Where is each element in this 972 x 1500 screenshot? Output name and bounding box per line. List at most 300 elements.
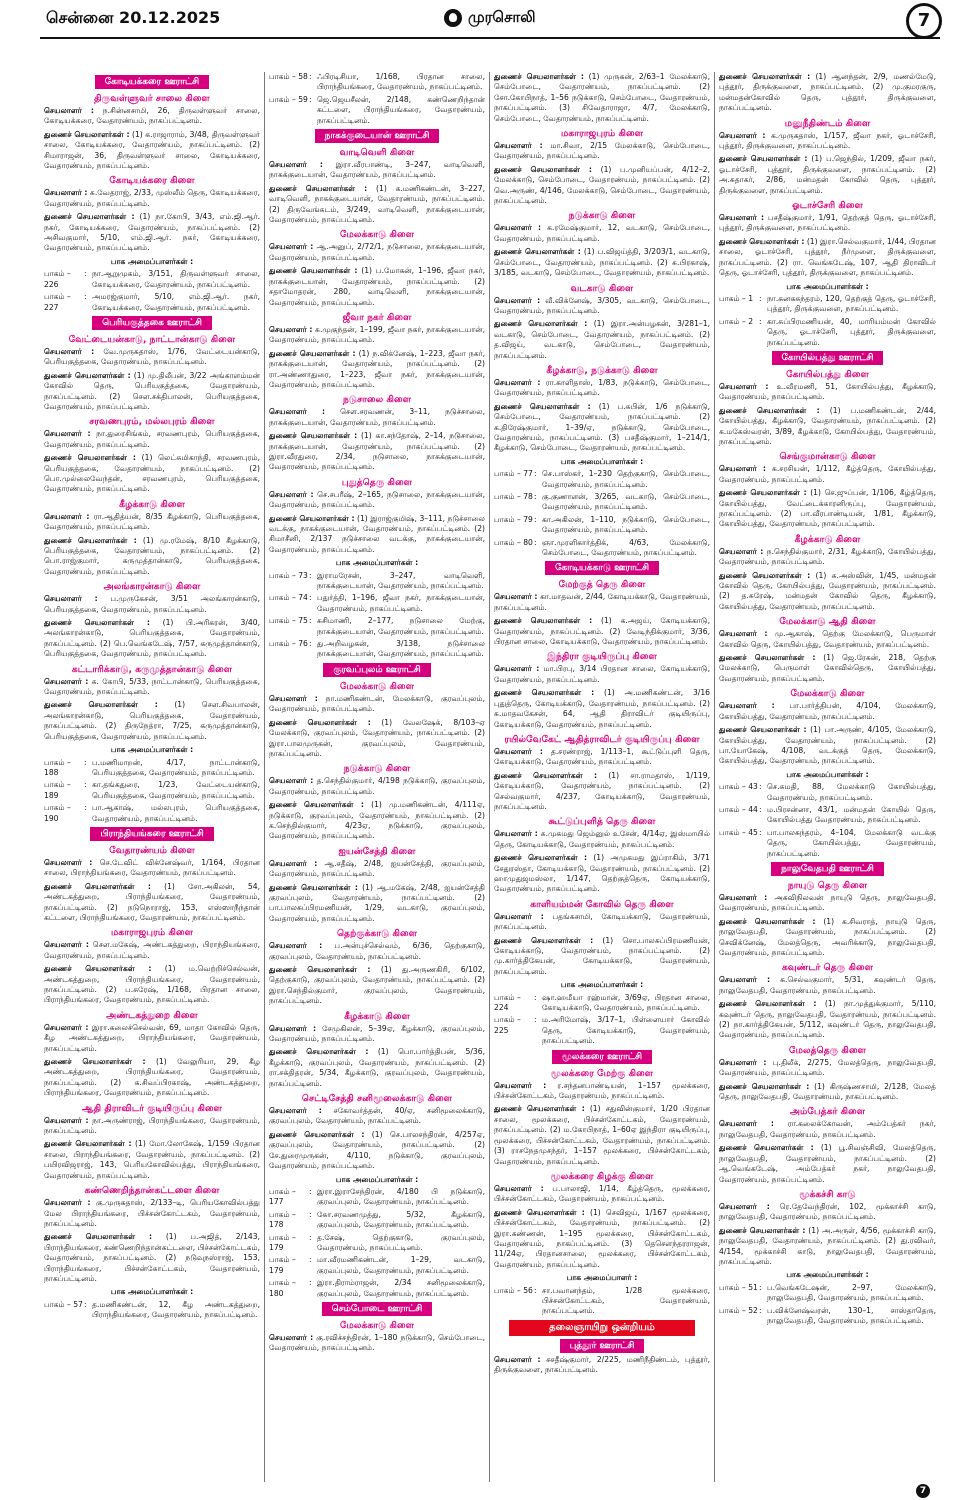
colon-separator: : <box>309 593 312 603</box>
member-details: ரா.கலைக்கோவன், அம்பேத்கர் நகர், நாலுவேதபதி, வேதாரண்யம், நாகப்பட்டினம். <box>719 1119 936 1139</box>
member-details: (1) வேலுரியா, 29, கீழ அண்டகத்துறை, பிராந்தியங்கரை, வேதாரண்யம், நாகப்பட்டினம். (2) க.சிவப்பிரகாஷ், அண்டகத்துறை, பிராந்தியங்கரை, வேதாரண்யம், நாகப்பட்டினம். <box>44 1057 260 1098</box>
member-details: (1) செ.பாலசந்திரன், 4/257ஏ, குரவப்புலம், வேதாரண்யம், நாகப்பட்டினம். (2) சே.துரைமுருகன், 4/110, நடுக்காடு, குரவப்புலம், வேதாரண்யம், நாகப்பட்டினம். <box>269 1129 485 1171</box>
role-label: துணைச் செயலாளர்கள் : <box>44 1232 153 1242</box>
role-label: துணைச் செயலாளர்கள் : <box>44 618 150 628</box>
deputy-secretaries-entry <box>494 1208 710 1270</box>
role-label: செயலாளர் : <box>494 141 543 151</box>
member-details: ர.சந்தனபாண்டியன், 1–157 மூலக்கரை, பிச்சன்கோட்டகம், வேதாரண்யம், நாகப்பட்டினம். <box>494 1080 710 1101</box>
colon-separator: : <box>759 1282 762 1292</box>
group-organiser-row <box>44 803 260 824</box>
member-details: (1) இராஜ்குமிஷ், 3–111, நடுச்சாலை வடக்கு, நாகக்குடையான், வேதாரண்யம், நாகப்பட்டினம். (2) சிமாசீனி, 2/137 நடுச்சாலை வடக்கு, நாகக்குடையான், வேதாரண்யம், நாகப்பட்டினம். <box>269 513 485 554</box>
group-number: பாகம் – 45 <box>719 827 758 837</box>
heading-text: புத்தூர் ஊராட்சி <box>560 1339 645 1353</box>
member-details: (1) கிருஷ்ணசாமி, 2/128, மேலத் தெரு, நாலுவேதபதி, வேதாரண்யம், நாகப்பட்டினம். <box>719 1081 936 1102</box>
panchayat-heading <box>44 316 260 330</box>
member-details: (1) நா.முத்துக்குமார், 5/110, கவுண்டர் தெரு, நாலுவேதபதி, வேதாரண்யம், நாகப்பட்டினம். (2) நா.கார்த்திகேயன், 5/112, கவுண்டர் தெரு, நாலுவேதபதி, வேதாரண்யம், நாகப்பட்டினம். <box>719 999 937 1040</box>
role-label: துணைச் செயலாளர்கள் : <box>269 266 358 276</box>
secretary-entry <box>494 829 710 850</box>
secretary-entry <box>44 677 260 698</box>
member-details: (1) மோ.லோகேஷ், 1/159 பிரதான சாலை, பிராந்தியங்கரை, வேதாரண்யம், நாகப்பட்டினம். (2) பயிரவிஜராஜ், 143, பெரியகோவில்பத்து, பிராந்தியங்கரை, வேதாரண்யம், நாகப்பட்டினம். <box>44 1139 260 1180</box>
group-organisers-heading: பாக அமைப்பாளர்கள் : <box>560 980 644 990</box>
role-label: செயலாளர் : <box>494 223 542 233</box>
member-details: (1) அ.மணிகண்டன், 3/16 புதுத்தெரு, கோடியக்காடு, வேதாரண்யம், நாகப்பட்டினம். (2) சு.மாதவகேசன், 64, ஆதி திராவிடர் குடியிருப்பு, கோடியக்காடு, வேதாரண்யம், நாகப்பட்டினம். <box>494 688 710 729</box>
header-divider <box>40 37 940 39</box>
group-organiser-row <box>719 1306 936 1327</box>
secretary-entry <box>494 1355 710 1376</box>
role-label: செயலாளர் : <box>494 664 540 674</box>
member-details: (1) நா.கோபி, 3/43, எம்.ஜி.ஆர். நகர், கோடியக்கரை, வேதாரண்யம், நாகப்பட்டினம். (2) அசிவகுமார், 5/10, எம்.ஜி.ஆர். நகர், கோடியக்கரை, வேதாரண்யம், நாகப்பட்டினம். <box>44 212 261 253</box>
member-details: சு. கோபி, 5/33, நாட்டான்காடு, பெரியகுத்தகை, வேதாரண்யம், நாகப்பட்டினம். <box>44 676 260 697</box>
role-label: செயலாளர் : <box>719 1119 774 1129</box>
heading-text: நாலுவேதபதி ஊராட்சி <box>771 862 884 876</box>
deputy-secretaries-entry <box>269 266 485 308</box>
group-number: பாகம் – 188 <box>44 757 71 777</box>
branch-heading: கோடியக்கரை கிளை <box>109 175 195 187</box>
member-details: (1) சோ.அகிலன், 54, அண்டகத்துறை, பிராந்தியங்கரை, வேதாரண்யம், நாகப்பட்டினம். (2) நடுநொராஜ், 153, எஸ்ஸாநீந்தான் கட்டளை, பிராந்தியங்கரை, வேதாரண்யம், நாகப்பட்டினம். <box>44 881 261 922</box>
deputy-secretaries-entry <box>719 653 936 684</box>
deputy-secretaries-entry <box>719 488 936 530</box>
member-details: சௌ.மகேஷ், அண்டகத்துறை, பிராந்தியங்கரை, வேதாரண்யம், நாகப்பட்டினம். <box>44 940 260 960</box>
member-details: த.சரண்ராஜ், 1/113–1, கூட்டுப்புளி தெரு, கோடியக்காடு, வேதாரண்யம், நாகப்பட்டினம். <box>494 746 710 767</box>
group-number: பாகம் – 190 <box>44 803 71 823</box>
branch-heading: ஐயன்சேத்தி கிளை <box>338 845 416 857</box>
group-number: பாகம் – 227 <box>44 292 71 312</box>
panchayat-heading <box>269 1302 485 1316</box>
deputy-secretaries-entry <box>44 964 260 1006</box>
member-details: (1) க.ராஜாராம், 3/48, திருவள்ளுவர் சாலை, கோடியக்கரை, வேதாரண்யம், நாகப்பட்டினம். (2) சிமாராஜன், 36, திருவள்ளுவர் சாலை, கோடியக்கரை, வேதாரண்யம், நாகப்பட்டினம். <box>44 129 260 171</box>
role-label: செயலாளர் : <box>719 975 771 985</box>
role-label: செயலாளர் : <box>719 1057 767 1067</box>
secretary-entry <box>269 859 485 880</box>
member-details: த.செந்தில்குமார், 4/198 நடுக்காடு, குரவப்புலம், வேதாரண்யம், நாகப்பட்டினம். <box>269 776 485 796</box>
deputy-secretaries-entry <box>494 688 710 730</box>
panchayat-heading <box>44 827 260 841</box>
member-details: இரா.கலைச்செல்வன், 69, மாதா கோவில் தெரு, கீழ அண்டகத்துறை, பிராந்தியங்கரை, வேதாரண்யம், நாகப்பட்டினம். <box>44 1022 260 1053</box>
group-number: பாகம் – 179 <box>269 1232 296 1252</box>
branch-heading: அம்பேத்கர் கிளை <box>789 1106 866 1118</box>
secretary-entry <box>494 592 710 613</box>
role-label: துணைச் செயலாளர்கள் : <box>269 800 364 810</box>
group-organiser-row <box>719 782 936 803</box>
role-label: துணைச் செயலாளர்கள் : <box>719 1081 810 1091</box>
member-details: (1) ஆ.மகேஷ், 2/48, ஐயன்சேத்தி குரவப்புலம், வேதாரண்யம், நாகப்பட்டினம். (2) பா.பாலசுப்பிரமணியன், 1/29, வடகாடு, குரவப்புலம், வேதாரண்யம், நாகப்பட்டினம். <box>269 882 485 923</box>
member-details: அமரஜ்குமார், 5/10, எம்.ஜி.ஆர். நகர், கோடியக்கரை, வேதாரண்யம், நாகப்பட்டினம். <box>92 292 260 312</box>
deputy-secretaries-entry <box>269 883 485 925</box>
member-details: சுசிமாணி, 2–177, நடுசாலை மேற்கு, நாகக்குடையான், வேதாரண்யம், நாகப்பட்டினம். <box>317 616 485 636</box>
role-label: செயலாளர் : <box>44 188 88 198</box>
deputy-secretaries-entry <box>719 1226 936 1268</box>
role-label: செயலாளர் : <box>269 489 314 499</box>
member-details: (1) ப.சுபின், 1/6 நடுக்காடு, செம்போடை, வேதாரண்யம், நாகப்பட்டினம். (2) க.திரேஷ்குமார், 1–39/ஏ, நடுக்காடு, செம்போடை, வேதாரண்யம், நாகப்பட்டினம். (3) பசதீஷ்குமார், 1–214/1, கீழக்காடு, செம்போடை, வேதாரண்யம், நாகப்பட்டினம். <box>494 401 711 453</box>
secretary-entry <box>719 1058 936 1079</box>
group-organiser-row <box>269 616 485 637</box>
secretary-entry <box>494 1184 710 1205</box>
member-details: பா.பாலசுந்தரம், 4–104, மேலக்காடு வடக்கு தெரு, கோயில்பத்து, வேதாரண்யம், நாகப்பட்டினம். <box>767 827 936 858</box>
role-label: செயலாளர் : <box>494 377 541 387</box>
member-details: (1) அ.அருள், 4/56, மூக்காச்சி காடு, நாலுவேதபதி, வேதாரண்யம், நாகப்பட்டினம். (2) து.ரவிவர், 4/154, மூக்காச்சி காடு, நாலுவேதபதி, வேதாரண்யம், நாகப்பட்டினம். <box>719 1225 936 1266</box>
deputy-secretaries-entry <box>269 1130 485 1172</box>
member-details: (1) சு.அஸ்வின், 1/45, மன்மதன் கோவில் தெரு, கோயில்பத்து, வேதாரண்யம், நாகப்பட்டினம். (2) த.சுரேஷ், மன்மதன் கோவில் தெரு, கீழக்காடு, கோயில்பத்து, வேதாரண்யம், நாகப்பட்டினம். <box>719 570 936 611</box>
member-details: த.சேஷ், தெற்குகாடு, குரவப்புலம், வேதாரண்யம், நாகப்பட்டினம். <box>317 1232 485 1252</box>
branch-heading: நடுக்காடு கிளை <box>568 210 636 222</box>
member-details: (1) சா.ராமதாஸ், 1/119, கோடியக்காடு, வேதாரண்யம், நாகப்பட்டினம். (2) செல்வகுமார், 4/237, கோடியக்காடு, வேதாரண்யம், நாகப்பட்டினம். <box>494 770 710 811</box>
branch-heading: மனுநீதிண்டம் கிளை <box>784 117 871 129</box>
deputy-secretaries-entry <box>269 431 485 473</box>
member-details: மு.ஆகாஷ், தெற்கு மேலக்காடு, பெருமாள் கோவில் தெரு, கோயில்பத்து, வேதாரண்யம், நாகப்பட்டினம். <box>719 629 936 649</box>
group-number: பாகம் – 56 <box>494 1285 533 1295</box>
branch-heading: மேலக்காடு ஆதி கிளை <box>779 616 876 628</box>
member-details: (1) பொ.பார்த்திபன், 5/36, கீழக்காடு, குரவப்புலம், வேதாரண்யம், நாகப்பட்டினம். (2) ரா.சக்திதரன், 5/34, கீழக்காடு, குரவப்புலம், வேதாரண்யம், நாகப்பட்டினம். <box>269 1047 485 1088</box>
role-label: துணைச் செயலாளர்கள் : <box>494 770 598 780</box>
member-details: சகோவர்த்தன், 40/ஏ, சனிமூலைக்காடு, குரவப்புலம், வேதாரண்யம், நாகப்பட்டினம். <box>269 1106 485 1126</box>
role-label: செயலாளர் : <box>494 1080 547 1090</box>
branch-heading: கீழக்காடு கிளை <box>794 533 861 545</box>
heading-text: பெரியகுத்தகை ஊராட்சி <box>92 316 212 330</box>
deputy-secretaries-entry <box>719 1143 936 1185</box>
branch-heading: மகாராஜபுரம் கிளை <box>111 927 193 939</box>
member-details: (1) இரா.அன்பழகன், 3/281–1, வடகாடு, செம்போடை, வேதாரண்யம், நாகப்பட்டினம். (2) த.விஜய், வடகாடு, செம்போடை, வேதாரண்யம், நாகப்பட்டினம். <box>494 319 711 360</box>
member-details: ந.சின்னசாமி, 26, திருவள்ளுவர் சாலை, கோடியக்கரை, வேதாரண்யம், நாகப்பட்டினம். <box>44 106 260 126</box>
secretary-entry <box>719 629 936 650</box>
colon-separator: : <box>534 514 537 524</box>
role-label: துணைச் செயலாளர்கள் : <box>269 183 368 193</box>
member-details: ஆ.அனுப், 2/72/1, நடுசாலை, நாகக்குடையான், வேதாரண்யம், நாகப்பட்டினம். <box>269 242 486 262</box>
group-organiser-row <box>44 269 260 290</box>
member-details: (1) து.அருணகிரி, 6/102, தெற்குகாடு, குரவப்புலம், வேதாரண்யம், நாகப்பட்டினம். (2) இரா.செந்தில்குமார், குரவப்புலம், வேதாரண்யம், நாகப்பட்டினம். <box>269 965 486 1006</box>
role-label: துணைச் செயலாளர்கள் : <box>494 688 595 698</box>
deputy-secretaries-entry <box>719 571 936 613</box>
role-label: செயலாளர் : <box>719 629 768 639</box>
branch-heading: காளியம்மன் கோவில் தெரு கிளை <box>530 898 674 910</box>
role-label: செயலாளர் : <box>494 1183 544 1193</box>
branch-heading: மேலக்காடு கிளை <box>339 680 414 692</box>
branch-heading: கீழக்காடு கிளை <box>119 498 185 510</box>
secretary-entry <box>269 490 485 511</box>
member-details: பா.ஆகாஷ், மல்லபுரம், பெரியகுத்தகை, வேதாரண்யம், நாகப்பட்டினம். <box>92 803 260 823</box>
member-details: து.அறிவழகன், 3/138, நடுச்சாலை நாகக்குடையான், வேதாரண்யம், நாகப்பட்டினம். <box>317 639 485 659</box>
deputy-secretaries-entry <box>44 130 260 172</box>
deputy-secretaries-entry <box>494 936 710 978</box>
colon-separator: : <box>759 827 762 837</box>
branch-heading: மூலக்கரை மேற்கு கிளை <box>550 1067 654 1079</box>
deputy-secretaries-entry <box>44 371 260 413</box>
role-label: செயலாளர் : <box>719 381 769 391</box>
member-details: (1) சதுவின்குமார், 1/20 பிரதான சாலை, மூலக்கரை, பிச்சன்கோட்டகம், வேதாரண்யம், நாகப்பட்டினம். (2) ம.கோபிநாத், 1–60ஏ இந்திரா குடியிருப்பு, மூலக்கரை, பிச்சன்கோட்டகம், வேதாரண்யம், நாகப்பட்டினம். (3) ராசநேதமுசந்தர், 1–157 மூலக்கரை, பிச்சன்கோட்டகம், வேதாரண்யம், நாகப்பட்டினம். <box>494 1104 711 1166</box>
member-details: நா.கனகசுந்தரம், 120, தெற்குத் தெரு, ஓடாச்சேரி, புத்தூர், திருக்குவளை, நாகப்பட்டினம். <box>767 293 936 314</box>
heading-text: கோடியக்காடு ஊராட்சி <box>545 561 659 575</box>
group-organisers-heading: பாக அமைப்பாளர்கள் : <box>786 769 869 779</box>
secretary-entry <box>269 1333 485 1354</box>
branch-heading: திருவள்ளுவர் சாலை கிளை <box>94 93 210 104</box>
group-organisers-heading: பாக அமைப்பாளர்கள் : <box>110 1287 194 1297</box>
branch-heading: புதுத்தெரு கிளை <box>341 476 413 488</box>
role-label: துணைச் செயலாளர்கள் : <box>719 72 811 81</box>
heading-text: கோடியக்கரை ஊராட்சி <box>95 75 209 89</box>
member-details: ப.விக்னேஷ்வரன், 130–1, சாஸ்தாதெரு, நாலுவேதபதி, வேதாரண்யம், நாகப்பட்டினம். <box>767 1305 936 1325</box>
colon-separator: : <box>309 1232 312 1242</box>
role-label: துணைச் செயலாளர்கள் : <box>44 535 137 545</box>
member-details: (1) ப.மோகன், 1–196, ஜீவா நகர், நாகக்குடையான், வேதாரண்யம், நாகப்பட்டினம். (2) சதாமோதரன், 280, வாடிவெளி, நாகக்குடையான், வேதாரண்யம், நாகப்பட்டினம். <box>269 266 486 307</box>
role-label: செயலாளர் : <box>494 746 543 756</box>
secretary-entry <box>494 664 710 685</box>
role-label: செயலாளர் : <box>719 213 764 223</box>
deputy-secretaries-entry <box>269 718 485 760</box>
role-label: செயலாளர் : <box>44 1022 89 1032</box>
colon-separator: : <box>534 537 537 547</box>
member-details: கா.அகிலன், 1–110, நடுக்காடு, செம்போடை, வேதாரண்யம், நாகப்பட்டினம். <box>542 514 710 535</box>
secretary-entry <box>269 1024 485 1045</box>
column-2 <box>265 72 490 1482</box>
role-label: துணைச் செயலாளர்கள் : <box>44 129 130 139</box>
branch-heading: மேலக்காடு கிளை <box>339 229 414 241</box>
member-details: (1) ந.விக்னேஷ், 1–223, ஜீவா நகர், நாகக்குடையான், வேதாரண்யம், நாகப்பட்டினம். (2) ரா.அண்ணாதுரை, 1–223, ஜீவா நகர், நாகக்குடையான், வேதாரண்யம், நாகப்பட்டினம். <box>269 348 485 389</box>
group-number: பாகம் – 77 <box>494 469 533 479</box>
colon-separator: : <box>759 1305 762 1315</box>
colon-separator: : <box>309 616 312 626</box>
group-number: பாகம் – 44 <box>719 804 758 814</box>
member-details: ம.பிரசன்னா, 43/1, மன்மதன் கோயில் தெரு, கோயில்பத்து வேதாரண்யம், நாகப்பட்டினம். <box>767 804 936 825</box>
deputy-secretaries-entry <box>44 1057 260 1099</box>
secretary-entry <box>719 464 936 485</box>
role-label: செயலாளர் : <box>44 429 91 439</box>
role-label: செயலாளர் : <box>494 829 538 839</box>
member-details: ஷா.ஹமீயா ரஹ்மான், 3/69ஏ, பிரதான சாலை, கோடியக்காடு, வேதாரண்யம், நாகப்பட்டினம். <box>542 992 710 1013</box>
branch-heading: கீழக்காடு, நடுக்காடு கிளை <box>546 364 658 376</box>
member-details: (1) பூ.சிவஞ்சிவி, மேலத்தெரு, நாலுவேதபதி, வேதாரண்யம், நாகப்பட்டினம். (2) ஆ.வெங்கடேஷ், அம்பேத்கர் நகர், நாலுவேதபதி, வேதாரண்யம், நாகப்பட்டினம். <box>719 1143 937 1184</box>
branch-heading: சரவணபுரம், மல்லபுரம் கிளை <box>89 416 215 428</box>
member-details: க.செல்வகுமார், 5/31, கவுண்டர் தெரு, நாலுவேதபதி, வேதாரண்யம், நாகப்பட்டினம். <box>719 975 936 995</box>
member-details: க.ரமேஷ்குமார், 12, வடகாடு, செம்போடை, வேதாரண்யம், நாகப்பட்டினம். <box>494 223 710 243</box>
colon-separator: : <box>84 757 87 767</box>
group-organiser-row <box>494 515 710 536</box>
role-label: துணைச் செயலாளர்கள் : <box>494 319 588 329</box>
deputy-secretaries-entry <box>269 184 485 226</box>
page-number: 7 <box>906 3 942 39</box>
newspaper-title: முரசொலி <box>468 8 536 26</box>
deputy-secretaries-entry <box>44 1139 260 1181</box>
member-details: நா.மணிகண்டன், மேலக்காடு, குரவப்புலம், வேதாரண்யம், நாகப்பட்டினம். <box>269 693 485 714</box>
secretary-entry <box>719 1202 936 1223</box>
member-details: கா.சுப்பிரமணியன், 40, மாரியம்மன் கோவில் தெரு, ஓடாச்சேரி, புத்தூர், திருக்குவளை, நாகப்பட்டினம். <box>767 316 936 347</box>
role-label: செயலாளர் : <box>719 546 764 556</box>
role-label: துணைச் செயலாளர்கள் : <box>269 1047 369 1057</box>
branch-heading: ஜீவா நகர் கிளை <box>342 311 412 323</box>
member-details: இராமரேசன், 3–247, வாடிவெளி, நாகக்குடையான், வேதாரண்யம், நாகப்பட்டினம். <box>317 570 485 591</box>
member-details: கா.மாதவன், 2/44, கோடியக்காடு, வேதாரண்யம், நாகப்பட்டினம். <box>494 592 710 612</box>
deputy-secretaries-entry <box>494 72 710 124</box>
role-label: துணைச் செயலாளர்கள் : <box>494 853 588 863</box>
member-details: (1) மு.மணிகண்டன், 4/111ஏ, நடுக்காடு, குரவப்புலம், வேதாரண்யம், நாகப்பட்டினம். (2) க.செந்தில்குமார், 4/23ஏ, நடுக்காடு, குரவப்புலம், வேதாரண்யம், நாகப்பட்டினம். <box>269 800 486 841</box>
secretary-entry <box>269 776 485 797</box>
member-details: இரா.இராசேந்திரன், 4/180 பி நடுக்காடு, குரவப்புலம், வேதாரண்யம், நாகப்பட்டினம். <box>317 1186 485 1207</box>
secretary-entry <box>269 407 485 428</box>
secretary-entry <box>44 188 260 209</box>
deputy-secretaries-entry <box>269 965 485 1007</box>
member-details: பதங்கசாமி, கோடியக்காடு, வேதாரண்யம், நாகப்பட்டினம். <box>494 911 710 932</box>
branch-heading: வாடிவெளி கிளை <box>339 147 415 159</box>
group-number: பாகம் – 189 <box>44 780 71 800</box>
branch-heading: மேற்குத் தெரு கிளை <box>558 579 646 591</box>
group-number: பாகம் – 76 <box>269 639 308 649</box>
member-details: பசதீஷ்குமார், 1/91, தெற்குத் தெரு, ஓடாச்சேரி, புத்தூர், திருக்குவளை, நாகப்பட்டினம். <box>719 213 937 233</box>
role-label: துணைச் செயலாளர்கள் : <box>494 247 581 257</box>
member-details: இரா.வீரபாண்டி, 3–247, வாடிவெளி, நாகக்குடையான், வேதாரண்யம், நாகப்பட்டினம். <box>269 160 486 180</box>
role-label: செயலாளர் : <box>494 295 541 305</box>
role-label: செயலாளர் : <box>44 511 90 521</box>
role-label: செயலாளர் : <box>44 1198 91 1208</box>
group-organiser-row <box>494 1286 710 1317</box>
deputy-secretaries-entry <box>719 725 936 767</box>
group-organiser-row <box>44 292 260 313</box>
member-details: சு.வேதராஜ், 2/33, முஸ்லீம் தெரு, கோடியக்கரை, வேதாரண்யம், நாகப்பட்டினம். <box>44 188 260 208</box>
branch-heading: மூக்கச்சி காடு <box>799 1188 856 1200</box>
branch-heading: மேலக்காடு கிளை <box>339 1319 414 1331</box>
group-organiser-row <box>269 1187 485 1208</box>
colon-separator: : <box>84 269 87 279</box>
member-details: சௌ.சரவணன், 3–11, நடுச்சாலை, நாகக்குடையான், வேதாரண்யம், நாகப்பட்டினம். <box>269 407 485 427</box>
member-details: மா.வீரமணிகண்டன், 1–29, வடகாடு, குரவப்புலம், வேதாரண்யம், நாகப்பட்டினம். <box>317 1255 485 1275</box>
role-label: துணைச் செயலாளர்கள் : <box>719 236 805 246</box>
branch-heading: கோயில்பத்து கிளை <box>786 368 869 380</box>
footer-page-number: 7 <box>916 1484 930 1498</box>
group-number: பாகம் – 180 <box>269 1278 296 1298</box>
member-details: க.முருகதாஸ், 1/157, ஜீவா நகர், ஓடாச்சேரி, புத்தூர், திருக்குவளை, நாகப்பட்டினம். <box>719 130 936 151</box>
member-details: (1) ப.அஜித், 2/143, பிராந்தியங்கரை, கண்ணெறிந்தான்கட்டளை, பிச்சன்கோட்டகம், வேதாரண்யம், நாகப்பட்டினம். (2) நடுவுநஸ்ராஜ், 153, பிராந்தியங்கரை, பிச்சன்கோட்டகம், வேதாரண்யம், நாகப்பட்டினம். <box>44 1232 260 1283</box>
role-label: துணைச் செயலாளர்கள் : <box>44 964 152 974</box>
member-details: கா.தங்கதுரை, 1/23, வேட்டையன்காடு, பெரியகுத்தகை, வேதாரண்யம், நாகப்பட்டினம். <box>92 780 260 800</box>
secretary-entry <box>719 975 936 996</box>
role-label: துணைச் செயலாளர்கள் : <box>44 700 158 710</box>
member-details: ஆ.சதீஷ், 2/48, ஐயன்சேத்தி, குரவப்புலம், வேதாரண்யம், நாகப்பட்டினம். <box>269 858 485 879</box>
member-details: ப.முருகேசன், 3/51 அலங்காரன்காடு, பெரியகுத்தகை, வேதாரண்யம், நாகப்பட்டினம். <box>44 594 260 614</box>
colon-separator: : <box>84 780 87 790</box>
member-details: ம.அரிமோஷ், 3/17–1, பிள்ளையார் கோவில் தெரு, கோடியக்காடு, வேதாரண்யம், நாகப்பட்டினம். <box>542 1015 710 1046</box>
newspaper-name <box>444 8 536 28</box>
role-label: துணைச் செயலாளர்கள் : <box>269 1129 365 1139</box>
group-organiser-row <box>269 95 485 126</box>
role-label: துணைச் செயலாளர்கள் : <box>719 999 817 1009</box>
column-1 <box>40 72 265 1482</box>
group-number: பாகம் – 43 <box>719 782 758 792</box>
heading-text: கோயில்பத்து ஊராட்சி <box>772 351 884 365</box>
member-details: (1) வேலஷேக், 8/103–ஏ மேலக்காடு, குரவப்புலம், வேதாரண்யம், நாகப்பட்டினம். (2) இரா.பாலமுருகன், குரவப்புலம், வேதாரண்யம், நாகப்பட்டினம். <box>269 717 485 758</box>
branch-heading: வேதாரண்யம் கிளை <box>109 844 195 856</box>
group-organiser-row <box>269 1233 485 1254</box>
colon-separator: : <box>534 1015 537 1025</box>
member-details: (1) ம.வெற்றிச்செல்வன், அண்டகத்துறை, பிராந்தியங்கரை, வேதாரண்யம், நாகப்பட்டினம். (2) ப.சுரேஷ், 1/168, பிரதான சாலை, பிராந்தியங்கரை, வேதாரண்யம், நாகப்பட்டினம். <box>44 964 260 1005</box>
column-3 <box>490 72 715 1482</box>
colon-separator: : <box>534 492 537 501</box>
secretary-entry <box>44 594 260 615</box>
branch-heading: கட்டாரிக்காடு, கருமுத்தான்காடு கிளை <box>71 663 233 675</box>
secretary-entry <box>494 141 710 162</box>
role-label: செயலாளர் : <box>44 106 94 115</box>
role-label: செயலாளர் : <box>44 346 95 356</box>
branch-heading: ஓடாச்சேரி கிளை <box>792 200 863 212</box>
role-label: துணைச் செயலாளர்கள் : <box>494 401 591 411</box>
member-details: (1) லெட்சுமிகாந்தி, சரவணபுரம், பெரியகுத்தகை, வேதாரண்யம், நாகப்பட்டினம். (2) பொ.முல்லைவேந்தன், சரவணபுரம், பெரியகுத்தகை, வேதாரண்யம், நாகப்பட்டினம். <box>44 453 261 494</box>
heading-text: நாகக்குடையான் ஊராட்சி <box>315 129 440 143</box>
secretary-entry <box>44 347 260 368</box>
member-details: ப.மணிமாறன், 4/17, நாட்டான்காடு, பெரியகுத்தகை, வேதாரண்யம், நாகப்பட்டினம். <box>92 757 260 777</box>
group-number: பாகம் – 225 <box>494 1015 521 1035</box>
member-details: (1) ப.மணிகண்டன், 2/44, கோயில்பத்து, கீழக்காடு, வேதாரண்யம், நாகப்பட்டினம். (2) க.மகேஸ்வரன், 3/89, கீழக்காடு, கோயில்பத்து, வேதாரண்யம், நாகப்பட்டினம். <box>719 405 936 446</box>
colon-separator: : <box>84 1299 87 1309</box>
group-number: பாகம் – 52 <box>719 1305 758 1315</box>
deputy-secretaries-entry <box>719 917 936 959</box>
deputy-secretaries-entry <box>44 618 260 660</box>
member-details: சு.முகமது ஜெம்னுல் உசேன், 4/14ஏ, இஸ்மாயில் தெரு, கோடியக்காடு, வேதாரண்யம், நாகப்பட்டினம். <box>494 829 710 849</box>
member-details: ரா.காளிதாஸ், 1/83, நடுக்காடு, செம்போடை, வேதாரண்யம், நாகப்பட்டினம். <box>494 377 711 398</box>
group-organiser-row <box>269 639 485 660</box>
panchayat-heading <box>494 1050 710 1064</box>
colon-separator: : <box>309 72 312 81</box>
member-details: வீ.விக்னேஷ், 3/305, வடகாடு, செம்போடை, வேதாரண்யம், நாகப்பட்டினம். <box>494 295 711 315</box>
secretary-entry <box>719 382 936 403</box>
group-organiser-row <box>494 993 710 1014</box>
branch-heading: வடகாடு கிளை <box>570 282 634 294</box>
group-organiser-row <box>269 571 485 592</box>
panchayat-heading <box>719 351 936 365</box>
branch-heading: கூட்டுப்புளித் தெரு கிளை <box>548 816 656 828</box>
member-details: கு.குணாளன், 3/265, வடகாடு, செம்போடை, வேதாரண்யம், நாகப்பட்டினம். <box>542 492 710 512</box>
secretary-entry <box>44 429 260 450</box>
heading-text: குரவப்புலம் ஊராட்சி <box>323 663 430 677</box>
role-label: செயலாளர் : <box>269 242 314 252</box>
member-details: ரெ.தேவேந்திரன், 102, மூக்காச்சி காடு, நாலுவேதபதி, வேதாரண்யம், நாகப்பட்டினம். <box>719 1201 936 1222</box>
colon-separator: : <box>534 469 537 479</box>
colon-separator: : <box>309 1278 312 1288</box>
branch-heading: கண்ணெறிந்தான்கட்டளை கிளை <box>84 1185 220 1197</box>
rising-sun-logo-icon <box>444 9 462 27</box>
role-label: செயலாளர் : <box>269 776 314 786</box>
member-details: சேமுகிலன், 5–39ஏ, கீழக்காடு, குரவப்புலம், வேதாரண்யம், நாகப்பட்டினம். <box>269 1023 485 1044</box>
group-number: பாகம் – 75 <box>269 616 308 626</box>
branch-heading: ஆதி திராவிடர் குடியிருப்பு கிளை <box>82 1102 222 1114</box>
group-organiser-row <box>719 294 936 315</box>
member-details: கு.ரவிச்சந்திரன், 1–180 நடுக்காடு, செம்போடை, வேதாரண்யம், நாகப்பட்டினம். <box>269 1332 485 1353</box>
group-number: பாகம் – 51 <box>719 1282 758 1292</box>
branch-heading: நடுக்காடு கிளை <box>343 763 411 775</box>
secretary-entry <box>44 512 260 533</box>
member-details: சு.முகுந்தன், 1–199, ஜீவா நகர், நாகக்குடையான், வேதாரண்யம், நாகப்பட்டினம். <box>269 324 486 345</box>
group-number: பாகம் – 2 <box>719 316 754 326</box>
secretary-entry <box>269 242 485 263</box>
group-number: பாகம் – 59 <box>269 94 308 104</box>
secretary-entry <box>44 940 260 961</box>
city-date: சென்னை 20.12.2025 <box>46 8 221 27</box>
role-label: செயலாளர் : <box>269 407 326 417</box>
member-details: மா.பிரபு, 3/14 பிரதான சாலை, கோடியக்காடு, வேதாரண்யம், நாகப்பட்டினம். <box>494 664 710 684</box>
group-organiser-row <box>494 492 710 513</box>
member-details: அகவிநிலவன் நாயுடு தெரு, நாலுவேதபதி, வேதாரண்யம், நாகப்பட்டினம். <box>719 892 936 913</box>
group-organisers-heading: பாக அமைப்பாளர்கள் : <box>786 281 869 291</box>
role-label: துணைச் செயலாளர்கள் : <box>719 653 816 663</box>
secretary-entry <box>719 131 936 152</box>
deputy-secretaries-entry <box>719 1082 936 1103</box>
role-label: செயலாளர் : <box>44 1115 89 1125</box>
group-organisers-heading: பாக அமைப்பாளர்கள் : <box>110 745 194 755</box>
secretary-entry <box>494 296 710 317</box>
group-number: பாகம் – 226 <box>44 269 71 289</box>
role-label: துணைச் செயலாளர்கள் : <box>269 717 371 727</box>
role-label: செயலாளர் : <box>719 701 775 711</box>
secretary-entry <box>44 1116 260 1137</box>
branch-heading: கவுண்டர் தெரு கிளை <box>781 962 874 974</box>
role-label: செயலாளர் : <box>719 892 768 902</box>
colon-separator: : <box>84 292 87 302</box>
member-details: (1) சௌ.சிவபாலன், அலங்காரன்காடு, பெரியகுத்தகை, வேதாரண்யம், நாகப்பட்டினம். (2) திருநேத்ரா, 7/25, கருமுத்தான்காடு, பெரியகுத்தகை, வேதாரண்யம், நாகப்பட்டினம். <box>44 700 260 741</box>
